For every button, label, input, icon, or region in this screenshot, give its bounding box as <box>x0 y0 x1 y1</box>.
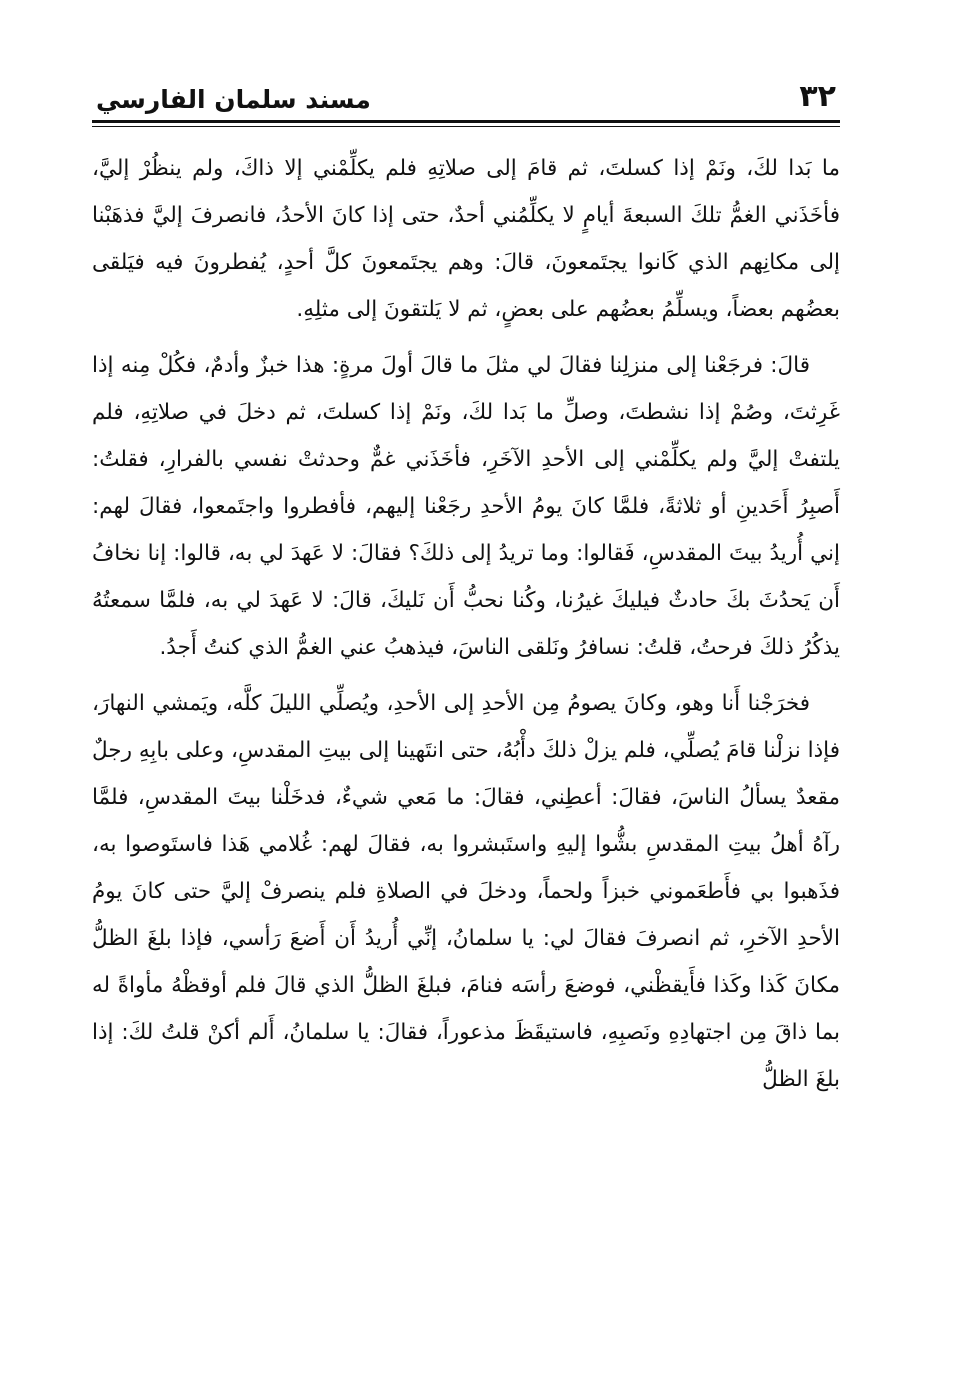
header-rule-thin <box>92 126 840 127</box>
paragraph: قالَ: فرجَعْنا إلى منزلِنا فقالَ لي مثلَ ما قالَ أولَ مرةٍ: هذا خبزٌ وأدمٌ، فكُلْ مِنه إذا غَرِثتَ، وصُمْ إذا نشطتَ، وصلِّ ما بَدا لكَ، ونَمْ إذا كسلتَ، ثم دخلَ في صلاتِهِ، فلم يلتفتْ إليَّ ولم يكلِّمْني إلى الأحدِ الآخَرِ، فأخَذَني غمٌّ وحدثتْ نفسي بالفرارِ، فقلتُ: أَصبِرُ أَحَدينِ أو ثلاثةً، فلمَّا كانَ يومُ الأحدِ رجَعْنا إليهم، فأفطروا واجتَمعوا، فقالَ لهم: إني أُريدُ بيتَ المقدسِ، فَقالوا: وما تريدُ إلى ذلكَ؟ فقالَ: لا عَهدَ لي به، قالوا: إنا نخافُ أَن يَحدُثَ بكَ حادثٌ فيليكَ غيرُنا، وكُنا نحبُّ أَن نَليكَ، قالَ: لا عَهدَ لي به، فلمَّا سمعتُهُ يذكُرُ ذلكَ فرحتُ، قلتُ: نسافرُ ونَلقى الناسَ، فيذهبُ عني الغمُّ الذي كنتُ أَجدُ. <box>92 353 840 660</box>
paragraph: ما بَدا لكَ، ونَمْ إذا كسلتَ، ثم قامَ إلى صلاتِهِ فلم يكلِّمْني إلا ذاكَ، ولم ينظُرْ إليَّ، فأخَذَني الغمُّ تلكَ السبعةَ أيامٍ لا يكلِّمُني أحدٌ، حتى إذا كانَ الأحدُ، فانصرفَ إليَّ فذهَبْنا إلى مكانِهم الذي كَانوا يجتَمعونَ، قالَ: وهم يجتَمعونَ كلَّ أحدٍ، يُفطرونَ فيه فيَلقى بعضُهم بعضاً، ويسلِّمُ بعضُهم على بعضٍ، ثم لا يَلتقونَ إلى مثلِهِ. <box>92 156 840 322</box>
paragraph: فخرَجْنا أَنا وهو، وكانَ يصومُ مِن الأحدِ إلى الأحدِ، ويُصلِّي الليلَ كلَّه، ويَمشي النهارَ، فإذا نزلْنا قامَ يُصلِّي، فلم يزلْ ذلكَ دأْبُهُ، حتى انتَهينا إلى بيتِ المقدسِ، وعلى بابِهِ رجلٌ مقعدٌ يسألُ الناسَ، فقالَ: أعطِني، فقالَ: ما مَعي شيءٌ، فدخَلْنا بيتَ المقدسِ، فلمَّا رآهُ أهلُ بيتِ المقدسِ بشُّوا إليهِ واستَبشروا به، فقالَ لهم: غُلامي هَذا فاستَوصوا به، فذَهبوا بي فأَطعَموني خبزاً ولحماً، ودخلَ في الصلاةِ فلم ينصرفْ إليَّ حتى كانَ يومُ الأحدِ الآخرِ، ثم انصرفَ فقالَ لي: يا سلمانُ، إنِّي أُريدُ أَن أَضعَ رَأسي، فإذا بلغَ الظلُّ مكانَ كَذا وكَذا فأَيقظْني، فوضعَ رأسَه فنامَ، فبلغَ الظلُّ الذي قالَ فلم أوقظْهُ مأواةً له بما ذاقَ مِن اجتهادِهِ ونَصبِهِ، فاستيقَظَ مذعوراً، فقالَ: يا سلمانُ، أَلم أكنْ قلتُ لكَ: إذا بلغَ الظلُّ <box>92 691 840 1092</box>
page-number: ٣٢ <box>799 79 836 114</box>
text-body <box>92 145 840 1103</box>
book-title: مسند سلمان الفارسي <box>96 85 371 114</box>
document-page <box>92 72 840 1103</box>
header-rule-thick <box>92 120 840 123</box>
running-header <box>92 72 840 112</box>
